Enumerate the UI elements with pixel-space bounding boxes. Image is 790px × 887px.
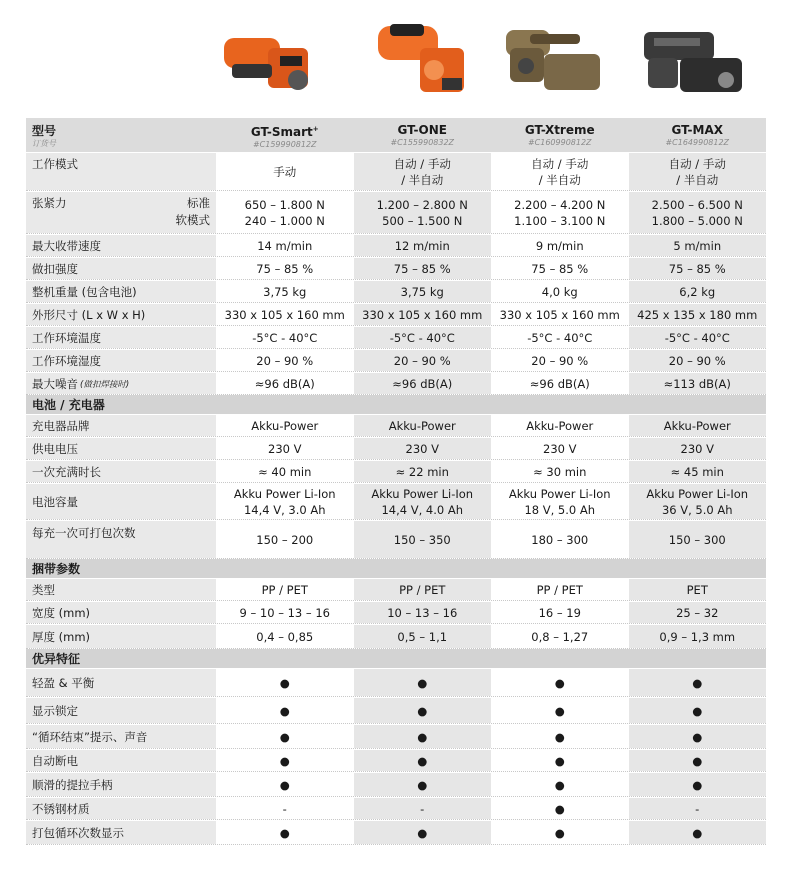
spec-value: 20 – 90 % — [629, 349, 767, 371]
gt-smart-tool-image — [218, 18, 328, 108]
feature-label: 不锈钢材质 — [26, 797, 216, 819]
strap-row-width — [26, 601, 766, 624]
spec-row-weight — [26, 280, 766, 303]
feature-label: 顺滑的提拉手柄 — [26, 772, 216, 796]
spec-table — [26, 118, 766, 845]
feature-mark: ● — [354, 772, 492, 796]
feature-mark: ● — [216, 772, 354, 796]
spec-value: 0,5 – 1,1 — [354, 624, 492, 648]
spec-label: 整机重量 (包含电池) — [26, 280, 216, 302]
spec-row-mode — [26, 152, 766, 191]
strap-row-thickness — [26, 624, 766, 649]
spec-value: 9 – 10 – 13 – 16 — [216, 601, 354, 623]
spec-value: Akku Power Li-Ion 36 V, 5.0 Ah — [629, 483, 767, 519]
spec-value: 150 – 200 — [216, 520, 354, 558]
text: #C160990812Z — [527, 138, 592, 147]
spec-value: 20 – 90 % — [216, 349, 354, 371]
text: #C159990812Z — [252, 139, 317, 149]
battery-row-brand — [26, 414, 766, 437]
spec-label — [26, 372, 216, 394]
spec-value: 330 x 105 x 160 mm — [491, 303, 629, 325]
spec-value: ≈96 dB(A) — [491, 372, 629, 394]
text: #C155990832Z — [390, 138, 455, 147]
model-label: 型号 — [32, 123, 57, 138]
battery-row-cycles — [26, 520, 766, 559]
spec-value: 14 m/min — [216, 234, 354, 256]
spec-label: 工作模式 — [26, 152, 216, 190]
spec-label: 做扣强度 — [26, 257, 216, 279]
battery-row-voltage — [26, 437, 766, 460]
feature-mark: - — [216, 797, 354, 819]
spec-value: Akku-Power — [216, 414, 354, 436]
spec-value: 330 x 105 x 160 mm — [354, 303, 492, 325]
spec-value: 0,9 – 1,3 mm — [629, 624, 767, 648]
spec-value: 9 m/min — [491, 234, 629, 256]
spec-value: -5°C - 40°C — [629, 326, 767, 348]
spec-value: 手动 — [216, 152, 354, 190]
spec-value: -5°C - 40°C — [216, 326, 354, 348]
spec-value: Akku Power Li-Ion 14,4 V, 3.0 Ah — [216, 483, 354, 519]
spec-value: ≈ 30 min — [491, 460, 629, 482]
gt-xtreme-tool-image — [500, 18, 610, 108]
spec-label — [26, 191, 216, 233]
feature-mark: ● — [491, 772, 629, 796]
spec-row-size — [26, 303, 766, 326]
spec-value: 3,75 kg — [354, 280, 492, 302]
spec-value: 自动 / 手动 / 半自动 — [491, 152, 629, 190]
spec-value: 25 – 32 — [629, 601, 767, 623]
spec-value: 0,8 – 1,27 — [491, 624, 629, 648]
feature-mark: ● — [491, 820, 629, 844]
spec-value: PET — [629, 578, 767, 600]
spec-value: 0,4 – 0,85 — [216, 624, 354, 648]
spec-value: 75 – 85 % — [354, 257, 492, 279]
spec-value: 75 – 85 % — [491, 257, 629, 279]
spec-value: 650 – 1.800 N 240 – 1.000 N — [216, 191, 354, 233]
text: 标准 — [187, 196, 210, 210]
gt-one-tool-image — [370, 18, 480, 108]
feature-mark: ● — [216, 668, 354, 696]
feature-mark: ● — [491, 749, 629, 771]
spec-row-strength — [26, 257, 766, 280]
spec-value: Akku Power Li-Ion 18 V, 5.0 Ah — [491, 483, 629, 519]
text: 张紧力 — [32, 196, 67, 210]
feature-row — [26, 724, 766, 749]
feature-mark: ● — [629, 772, 767, 796]
spec-value: 150 – 300 — [629, 520, 767, 558]
feature-mark: ● — [354, 668, 492, 696]
text: GT-Smart — [250, 124, 313, 139]
text: GT-MAX — [671, 123, 724, 137]
spec-label: 厚度 (mm) — [26, 624, 216, 648]
text: #C164990812Z — [665, 138, 730, 147]
spec-row-temp — [26, 326, 766, 349]
spec-label: 每充一次可打包次数 — [26, 520, 216, 558]
features-list — [26, 668, 766, 845]
spec-row-tension — [26, 191, 766, 234]
spec-value: -5°C - 40°C — [354, 326, 492, 348]
spec-value: 6,2 kg — [629, 280, 767, 302]
feature-mark: ● — [216, 697, 354, 723]
spec-value: ≈ 45 min — [629, 460, 767, 482]
spec-value: 75 – 85 % — [629, 257, 767, 279]
feature-label: 轻盈 & 平衡 — [26, 668, 216, 696]
strap-row-type — [26, 578, 766, 601]
spec-value: 75 – 85 % — [216, 257, 354, 279]
feature-row — [26, 668, 766, 697]
spec-label: 充电器品牌 — [26, 414, 216, 436]
text: 软模式 — [175, 213, 210, 227]
spec-value: 自动 / 手动 / 半自动 — [629, 152, 767, 190]
feature-row — [26, 749, 766, 772]
product-photos — [0, 0, 790, 118]
spec-label: 工作环境湿度 — [26, 349, 216, 371]
spec-value: 330 x 105 x 160 mm — [216, 303, 354, 325]
spec-value: 12 m/min — [354, 234, 492, 256]
feature-mark: ● — [216, 749, 354, 771]
spec-value: Akku-Power — [354, 414, 492, 436]
spec-label: 宽度 (mm) — [26, 601, 216, 623]
battery-row-capacity — [26, 483, 766, 520]
feature-mark: - — [629, 797, 767, 819]
spec-value: 3,75 kg — [216, 280, 354, 302]
spec-row-speed — [26, 234, 766, 257]
spec-value: Akku Power Li-Ion 14,4 V, 4.0 Ah — [354, 483, 492, 519]
spec-value: 150 – 350 — [354, 520, 492, 558]
feature-label: “循环结束”提示、声音 — [26, 724, 216, 748]
header-row — [26, 118, 766, 152]
spec-value: 16 – 19 — [491, 601, 629, 623]
spec-value: 2.200 – 4.200 N 1.100 – 3.100 N — [491, 191, 629, 233]
text: 最大噪音 — [32, 376, 78, 391]
feature-label: 显示锁定 — [26, 697, 216, 723]
feature-label: 自动断电 — [26, 749, 216, 771]
feature-mark: ● — [354, 749, 492, 771]
spec-label: 最大收带速度 — [26, 234, 216, 256]
spec-value: Akku-Power — [629, 414, 767, 436]
spec-row-noise — [26, 372, 766, 395]
model-col-1 — [216, 118, 354, 152]
spec-value: 425 x 135 x 180 mm — [629, 303, 767, 325]
text: GT-ONE — [397, 123, 447, 137]
spec-value: 10 – 13 – 16 — [354, 601, 492, 623]
feature-mark: ● — [216, 724, 354, 748]
spec-label: 电池容量 — [26, 483, 216, 519]
feature-mark: - — [354, 797, 492, 819]
feature-row — [26, 820, 766, 845]
feature-mark: ● — [629, 749, 767, 771]
model-col-4 — [629, 118, 767, 152]
text: + — [312, 124, 319, 133]
spec-row-humidity — [26, 349, 766, 372]
feature-mark: ● — [629, 820, 767, 844]
gt-max-tool-image — [640, 18, 750, 108]
spec-value: 230 V — [216, 437, 354, 459]
feature-row — [26, 697, 766, 724]
section-battery: 电池 / 充电器 — [26, 395, 766, 414]
feature-mark: ● — [354, 820, 492, 844]
spec-value: PP / PET — [354, 578, 492, 600]
feature-mark: ● — [491, 724, 629, 748]
feature-mark: ● — [491, 697, 629, 723]
spec-label — [26, 118, 216, 152]
spec-value: 20 – 90 % — [491, 349, 629, 371]
spec-value: 4,0 kg — [491, 280, 629, 302]
battery-row-charge — [26, 460, 766, 483]
spec-value: ≈ 22 min — [354, 460, 492, 482]
feature-mark: ● — [354, 697, 492, 723]
spec-value: ≈96 dB(A) — [216, 372, 354, 394]
model-col-2 — [354, 118, 492, 152]
feature-mark: ● — [491, 797, 629, 819]
feature-mark: ● — [354, 724, 492, 748]
spec-value: Akku-Power — [491, 414, 629, 436]
spec-label: 外形尺寸 (L x W x H) — [26, 303, 216, 325]
section-strap: 捆带参数 — [26, 559, 766, 578]
spec-label: 供电电压 — [26, 437, 216, 459]
spec-value: 230 V — [491, 437, 629, 459]
spec-value: ≈96 dB(A) — [354, 372, 492, 394]
spec-value: 230 V — [629, 437, 767, 459]
text: GT-Xtreme — [524, 123, 595, 137]
spec-label: 工作环境温度 — [26, 326, 216, 348]
feature-mark: ● — [629, 724, 767, 748]
spec-value: 自动 / 手动 / 半自动 — [354, 152, 492, 190]
order-label: 订货号 — [32, 138, 56, 148]
feature-row — [26, 772, 766, 797]
feature-row — [26, 797, 766, 820]
spec-value: PP / PET — [216, 578, 354, 600]
spec-value: 230 V — [354, 437, 492, 459]
feature-mark: ● — [629, 697, 767, 723]
spec-value: -5°C - 40°C — [491, 326, 629, 348]
feature-mark: ● — [216, 820, 354, 844]
feature-label: 打包循环次数显示 — [26, 820, 216, 844]
spec-value: 5 m/min — [629, 234, 767, 256]
spec-value: PP / PET — [491, 578, 629, 600]
feature-mark: ● — [491, 668, 629, 696]
model-col-3 — [491, 118, 629, 152]
spec-label: 类型 — [26, 578, 216, 600]
text: (做扣焊接时) — [80, 379, 130, 390]
spec-value: 2.500 – 6.500 N 1.800 – 5.000 N — [629, 191, 767, 233]
spec-value: ≈ 40 min — [216, 460, 354, 482]
spec-label: 一次充满时长 — [26, 460, 216, 482]
spec-value: 180 – 300 — [491, 520, 629, 558]
spec-value: 1.200 – 2.800 N 500 – 1.500 N — [354, 191, 492, 233]
spec-value: ≈113 dB(A) — [629, 372, 767, 394]
feature-mark: ● — [629, 668, 767, 696]
section-features: 优异特征 — [26, 649, 766, 668]
spec-value: 20 – 90 % — [354, 349, 492, 371]
